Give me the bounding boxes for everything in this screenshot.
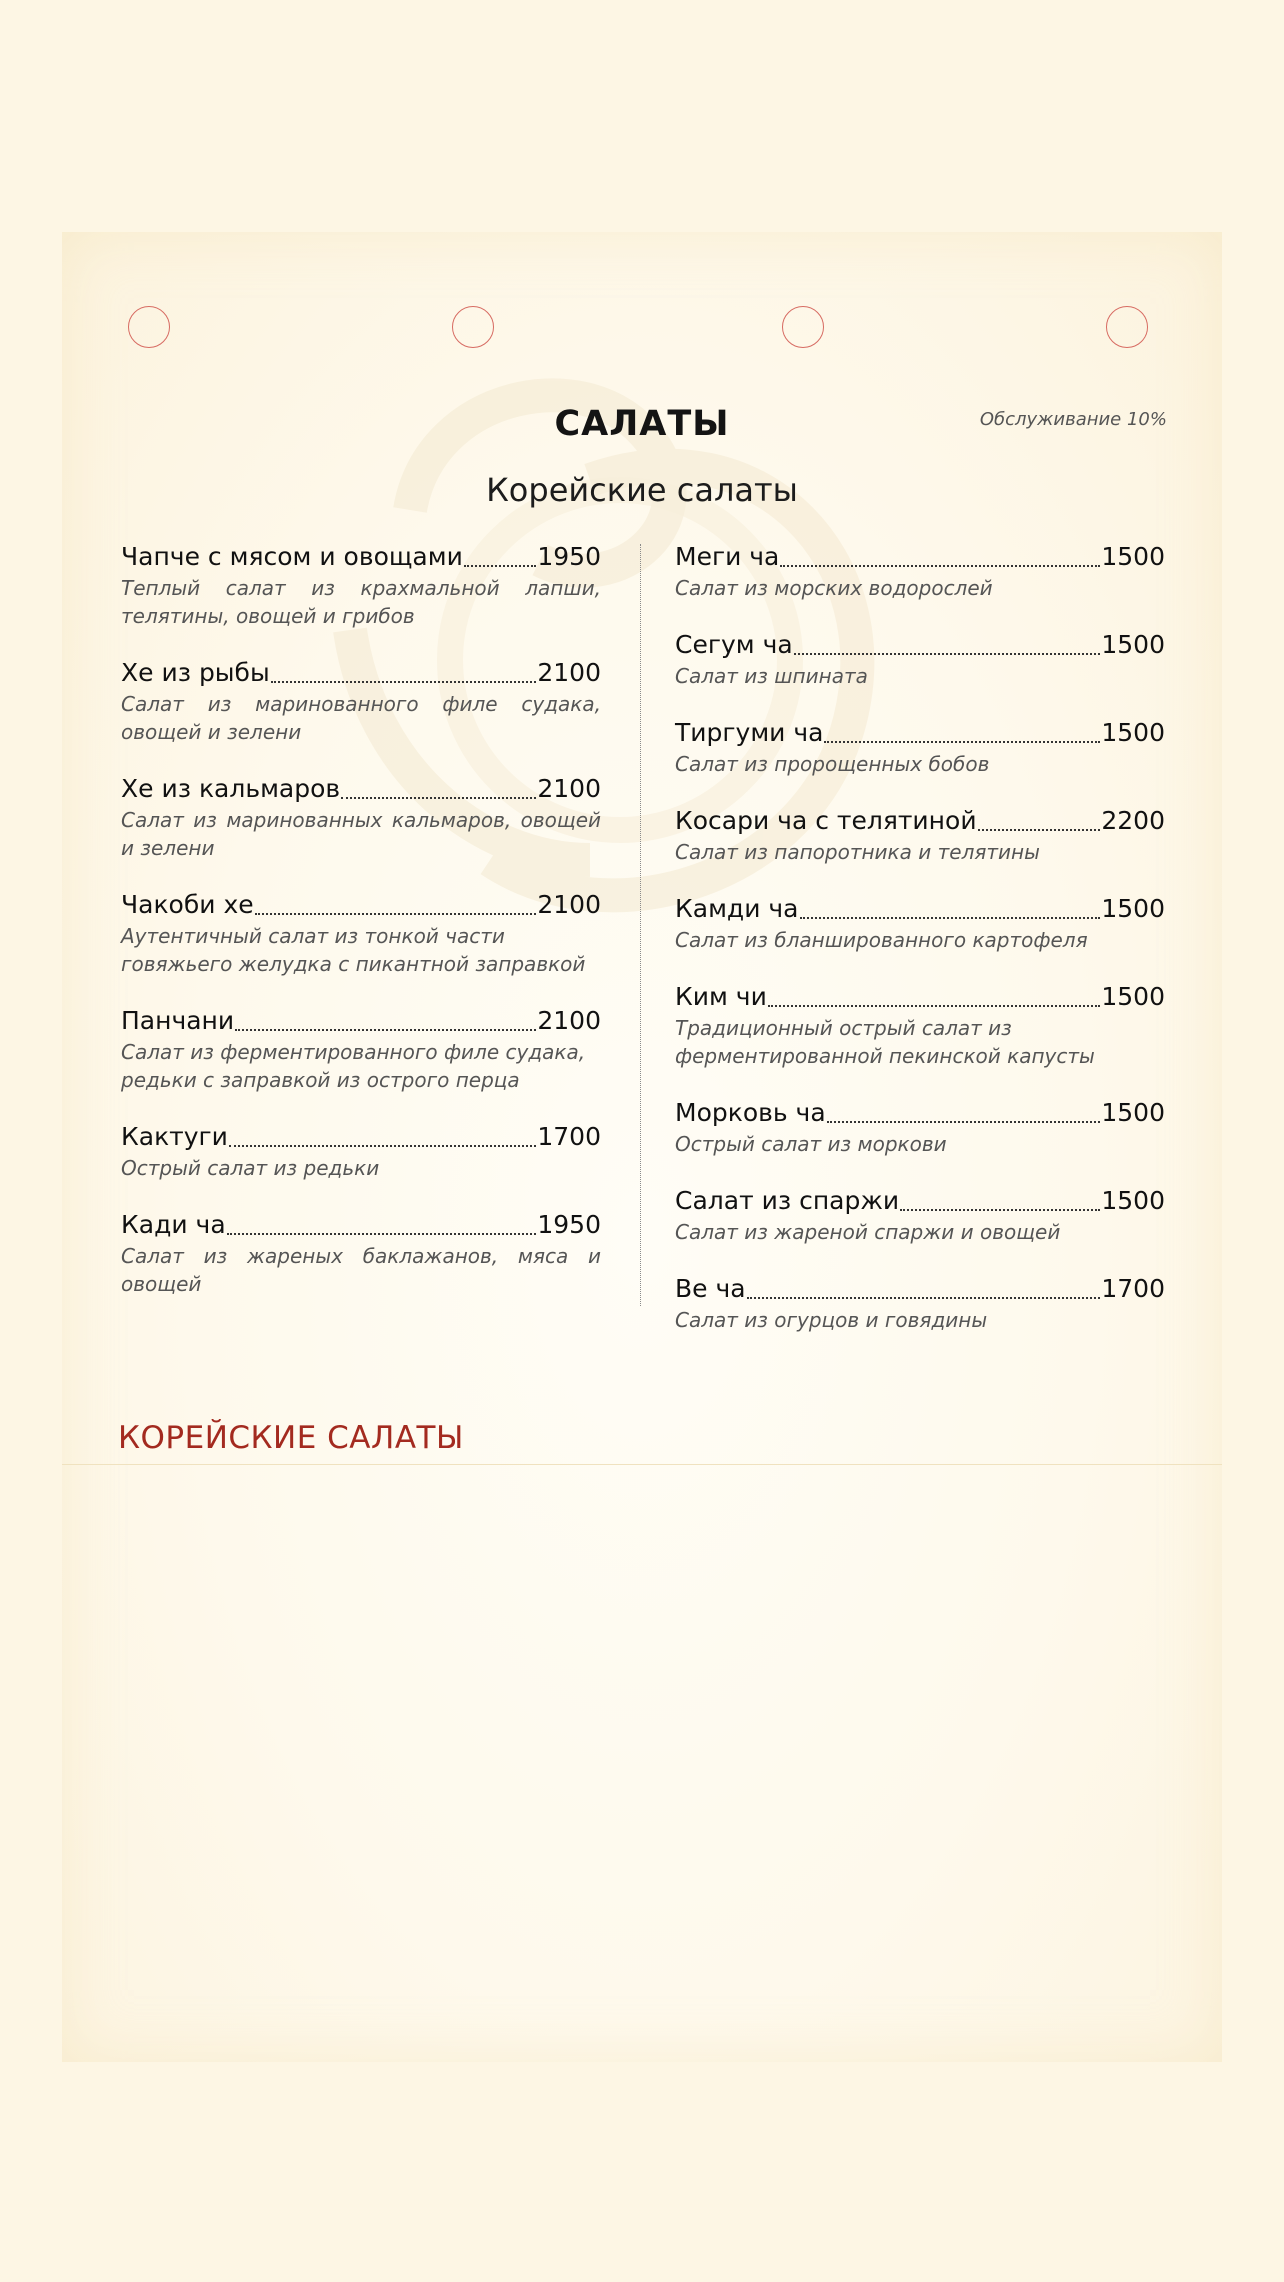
item-name: Камди ча: [675, 894, 799, 923]
menu-item: [121, 540, 601, 630]
binder-hole-3: [782, 306, 824, 348]
category-subtitle: Корейские салаты: [486, 471, 798, 509]
item-name: Кади ча: [121, 1210, 226, 1239]
menu-item: [675, 980, 1165, 1070]
menu-item: [121, 1208, 601, 1298]
leader-dots: [800, 917, 1101, 919]
item-name: Сегум ча: [675, 630, 793, 659]
item-description: Салат из папоротника и телятины: [675, 840, 1040, 864]
item-name: Меги ча: [675, 542, 780, 571]
item-name: Кактуги: [121, 1122, 228, 1151]
leader-dots: [464, 565, 537, 567]
item-description: Салат из шпината: [675, 664, 868, 688]
menu-item: [121, 656, 601, 746]
menu-item: [675, 1272, 1165, 1334]
item-description: Аутентичный салат из тонкой части говяжьего желудка с пикантной заправкой: [121, 924, 586, 976]
menu-item: [675, 804, 1165, 866]
item-name: Чапче с мясом и овощами: [121, 542, 463, 571]
item-description: Острый салат из моркови: [675, 1132, 947, 1156]
item-price: 1950: [537, 1210, 601, 1239]
leader-dots: [747, 1297, 1101, 1299]
menu-item: [675, 892, 1165, 954]
leader-dots: [255, 913, 537, 915]
menu-item: [675, 1184, 1165, 1246]
menu-item: [121, 772, 601, 862]
leader-dots: [341, 797, 536, 799]
leader-dots: [271, 681, 537, 683]
item-price: 1500: [1101, 894, 1165, 923]
item-name: Ким чи: [675, 982, 767, 1011]
item-description: Салат из бланшированного картофеля: [675, 928, 1088, 952]
binder-hole-4: [1106, 306, 1148, 348]
item-name: Косари ча с телятиной: [675, 806, 977, 835]
leader-dots: [768, 1005, 1101, 1007]
item-price: 1500: [1101, 1098, 1165, 1127]
menu-item: [675, 1096, 1165, 1158]
column-divider: [640, 544, 641, 1306]
item-price: 1500: [1101, 982, 1165, 1011]
item-price: 2100: [537, 890, 601, 919]
item-name: Хе из рыбы: [121, 658, 270, 687]
item-name: Морковь ча: [675, 1098, 826, 1127]
item-price: 1500: [1101, 630, 1165, 659]
item-description: Салат из ферментированного филе судака, редьки с заправкой из острого перца: [121, 1040, 586, 1092]
leader-dots: [978, 829, 1101, 831]
item-name: Ве ча: [675, 1274, 746, 1303]
item-name: Тиргуми ча: [675, 718, 824, 747]
leader-dots: [780, 565, 1100, 567]
leader-dots: [824, 741, 1100, 743]
service-charge-note: Обслуживание 10%: [979, 409, 1167, 430]
item-name: Хе из кальмаров: [121, 774, 341, 803]
item-name: Панчани: [121, 1006, 235, 1035]
item-description: Салат из маринованного филе судака, овощей и зелени: [121, 692, 601, 744]
item-description: Салат из огурцов и говядины: [675, 1308, 988, 1332]
item-price: 1500: [1101, 718, 1165, 747]
item-price: 1500: [1101, 542, 1165, 571]
leader-dots: [794, 653, 1101, 655]
item-price: 2100: [537, 1006, 601, 1035]
menu-item: [675, 540, 1165, 602]
item-price: 1700: [1101, 1274, 1165, 1303]
menu-item: [675, 716, 1165, 778]
item-description: Салат из жареных баклажанов, мяса и овощей: [121, 1244, 601, 1296]
page-title: САЛАТЫ: [554, 404, 730, 444]
item-price: 2100: [537, 658, 601, 687]
item-price: 1500: [1101, 1186, 1165, 1215]
item-price: 2200: [1101, 806, 1165, 835]
menu-item: [121, 1120, 601, 1182]
left-menu-column: [121, 540, 601, 1298]
leader-dots: [900, 1209, 1100, 1211]
item-description: Салат из маринованных кальмаров, овощей и зелени: [121, 808, 601, 860]
binder-hole-1: [128, 306, 170, 348]
item-description: Салат из морских водорослей: [675, 576, 993, 600]
item-price: 1700: [537, 1122, 601, 1151]
item-description: Теплый салат из крахмальной лапши, телятины, овощей и грибов: [121, 576, 601, 628]
item-price: 2100: [537, 774, 601, 803]
item-price: 1950: [537, 542, 601, 571]
section-divider: [62, 1464, 1222, 1465]
section-heading: КОРЕЙСКИЕ САЛАТЫ: [118, 1420, 464, 1456]
menu-item: [121, 888, 601, 978]
item-description: Традиционный острый салат из ферментированной пекинской капусты: [675, 1016, 1095, 1068]
item-name: Чакоби хе: [121, 890, 254, 919]
menu-item: [675, 628, 1165, 690]
right-menu-column: [675, 540, 1165, 1334]
leader-dots: [827, 1121, 1101, 1123]
item-description: Острый салат из редьки: [121, 1156, 380, 1180]
item-description: Салат из жареной спаржи и овощей: [675, 1220, 1061, 1244]
leader-dots: [229, 1145, 536, 1147]
item-description: Салат из пророщенных бобов: [675, 752, 990, 776]
leader-dots: [227, 1233, 537, 1235]
leader-dots: [235, 1029, 536, 1031]
menu-item: [121, 1004, 601, 1094]
item-name: Салат из спаржи: [675, 1186, 900, 1215]
binder-hole-2: [452, 306, 494, 348]
